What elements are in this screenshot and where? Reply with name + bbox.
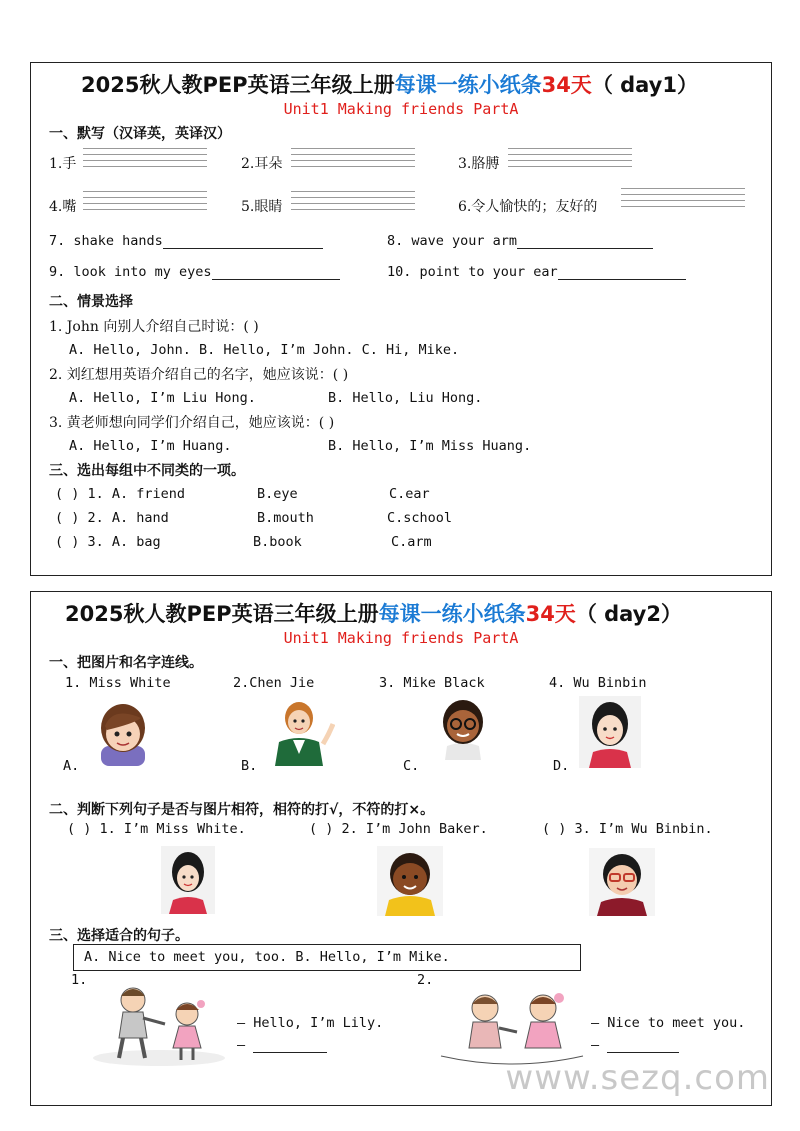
letter-a: A. bbox=[63, 758, 80, 774]
answer-lines-5[interactable] bbox=[291, 191, 415, 215]
kids-greeting-illustration-1 bbox=[89, 982, 229, 1066]
answer-blank-9[interactable] bbox=[212, 265, 340, 280]
boy-glasses-portrait bbox=[433, 694, 493, 760]
day1-section1-heading: 一、默写（汉译英，英译汉） bbox=[49, 126, 231, 142]
word-hand: 1.手 bbox=[49, 156, 77, 172]
day1-section3-heading: 三、选出每组中不同类的一项。 bbox=[49, 463, 245, 479]
boy-glasses-portrait-judge-3 bbox=[589, 848, 655, 916]
odd-item-3: ( ) 3. A. bag bbox=[55, 534, 161, 550]
question-2-option-a: A. Hello, I’m Liu Hong. bbox=[69, 390, 256, 406]
judge-item-3: ( ) 3. I’m Wu Binbin. bbox=[542, 821, 713, 837]
name-miss-white: 1. Miss White bbox=[65, 675, 171, 691]
odd-item-3-c: C.arm bbox=[391, 534, 432, 550]
word-friendly: 6.令人愉快的；友好的 bbox=[458, 199, 598, 215]
kids-greeting-illustration-2 bbox=[437, 986, 587, 1066]
phrase-10: 10. point to your ear bbox=[387, 264, 686, 280]
watermark: www.sezq.com bbox=[505, 1058, 770, 1098]
worksheet-day2 bbox=[30, 591, 772, 1106]
day2-section1-heading: 一、把图片和名字连线。 bbox=[49, 655, 203, 671]
answer-lines-6[interactable] bbox=[621, 188, 745, 212]
name-wu-binbin: 4. Wu Binbin bbox=[549, 675, 647, 691]
day1-section2-heading: 二、情景选择 bbox=[49, 294, 133, 310]
day2-subtitle: Unit1 Making friends PartA bbox=[283, 629, 519, 647]
answer-lines-3[interactable] bbox=[508, 148, 632, 172]
answer-lines-4[interactable] bbox=[83, 191, 207, 215]
letter-d: D. bbox=[553, 758, 570, 774]
day2-section3-heading: 三、选择适合的句子。 bbox=[49, 928, 189, 944]
man-green-jacket-portrait bbox=[263, 694, 335, 766]
question-3: 3. 黄老师想向同学们介绍自己，她应该说：( ) bbox=[49, 415, 335, 431]
word-eye: 5.眼睛 bbox=[241, 199, 283, 215]
day2-section2-heading: 二、判断下列句子是否与图片相符，相符的打√，不符的打×。 bbox=[49, 802, 435, 818]
phrase-7: 7. shake hands bbox=[49, 233, 323, 249]
question-1-options: A. Hello, John. B. Hello, I’m John. C. Hi, Mike. bbox=[69, 342, 460, 358]
dialogue-2-answer-blank[interactable] bbox=[607, 1038, 679, 1053]
girl-portrait-judge-1 bbox=[161, 846, 215, 914]
day2-title: 2025秋人教PEP英语三年级上册每课一练小纸条34天（ day2） bbox=[65, 602, 682, 626]
day1-subtitle: Unit1 Making friends PartA bbox=[283, 100, 519, 118]
answer-blank-8[interactable] bbox=[517, 234, 653, 249]
dialogue-1-number: 1. bbox=[71, 972, 88, 988]
name-chen-jie: 2.Chen Jie bbox=[233, 675, 315, 691]
question-2-option-b: B. Hello, Liu Hong. bbox=[328, 390, 483, 406]
dialogue-2-number: 2. bbox=[417, 972, 434, 988]
day1-title: 2025秋人教PEP英语三年级上册每课一练小纸条34天（ day1） bbox=[81, 73, 698, 97]
boy-portrait-judge-2 bbox=[377, 846, 443, 916]
dialogue-1-line-2: — bbox=[237, 1037, 327, 1053]
question-3-option-a: A. Hello, I’m Huang. bbox=[69, 438, 232, 454]
choices-text: A. Nice to meet you, too. B. Hello, I’m Mike. bbox=[84, 949, 450, 965]
dialogue-2-line-1: — Nice to meet you. bbox=[591, 1015, 746, 1031]
question-3-option-b: B. Hello, I’m Miss Huang. bbox=[328, 438, 532, 454]
choices-box bbox=[73, 944, 581, 971]
name-mike-black: 3. Mike Black bbox=[379, 675, 485, 691]
letter-b: B. bbox=[241, 758, 258, 774]
word-arm: 3.胳膊 bbox=[458, 156, 500, 172]
judge-item-1: ( ) 1. I’m Miss White. bbox=[67, 821, 246, 837]
dialogue-1-line-1: — Hello, I’m Lily. bbox=[237, 1015, 384, 1031]
answer-blank-7[interactable] bbox=[163, 234, 323, 249]
answer-lines-2[interactable] bbox=[291, 148, 415, 172]
answer-blank-10[interactable] bbox=[558, 265, 686, 280]
odd-item-2-c: C.school bbox=[387, 510, 453, 526]
dialogue-2-line-2: — bbox=[591, 1037, 679, 1053]
boy-brown-hair-portrait bbox=[93, 696, 153, 766]
girl-red-top-portrait bbox=[579, 696, 641, 768]
worksheet-day1 bbox=[30, 62, 772, 576]
odd-item-1-c: C.ear bbox=[389, 486, 430, 502]
question-2: 2. 刘红想用英语介绍自己的名字，她应该说：( ) bbox=[49, 367, 349, 383]
question-1: 1. John 向别人介绍自己时说：( ) bbox=[49, 319, 259, 335]
word-mouth: 4.嘴 bbox=[49, 199, 77, 215]
odd-item-2: ( ) 2. A. hand bbox=[55, 510, 169, 526]
answer-lines-1[interactable] bbox=[83, 148, 207, 172]
odd-item-3-b: B.book bbox=[253, 534, 302, 550]
odd-item-2-b: B.mouth bbox=[257, 510, 314, 526]
phrase-8: 8. wave your arm bbox=[387, 233, 653, 249]
phrase-9: 9. look into my eyes bbox=[49, 264, 340, 280]
odd-item-1: ( ) 1. A. friend bbox=[55, 486, 186, 502]
word-ear: 2.耳朵 bbox=[241, 156, 283, 172]
letter-c: C. bbox=[403, 758, 420, 774]
dialogue-1-answer-blank[interactable] bbox=[253, 1038, 327, 1053]
judge-item-2: ( ) 2. I’m John Baker. bbox=[309, 821, 488, 837]
odd-item-1-b: B.eye bbox=[257, 486, 298, 502]
